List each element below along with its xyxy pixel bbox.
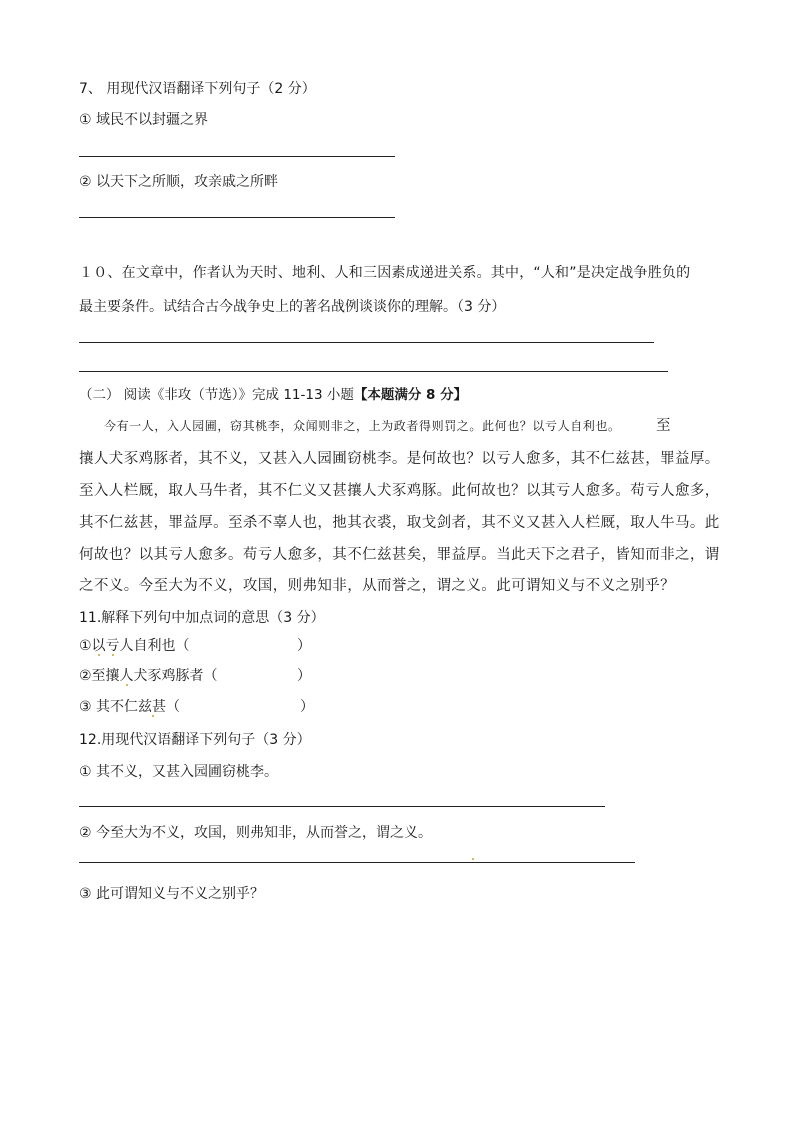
passage-line-1: 今有一人，入人园圃，窃其桃李，众闻则非之，上为政者得则罚之。此何也？以亏人自利也。 [104, 419, 621, 433]
q7-title: 7、 用现代汉语翻译下列句子（2 分） [79, 81, 316, 97]
q12-answer-line-2[interactable] [79, 862, 635, 863]
emphasis-dot [152, 715, 154, 717]
q7-answer-line-1[interactable] [79, 156, 395, 157]
section2-heading [79, 385, 467, 405]
q11-item-2-close: ） [297, 668, 311, 684]
emphasis-dot [112, 654, 114, 656]
q10-answer-line-1[interactable] [79, 342, 654, 343]
q11-item-2: ②至攘人犬豕鸡豚者（ [79, 668, 218, 684]
passage-line-4: 其不仁兹甚，罪益厚。至杀不辜人也，扡其衣裘，取戈剑者，其不义又甚入人栏厩，取人牛马。此 [79, 515, 720, 531]
passage-line-6: 之不义。今至大为不义，攻国，则弗知非，从而誉之，谓之义。此可谓知义与不义之别乎？ [79, 578, 675, 594]
passage-line-2: 攘人犬豕鸡豚者，其不义，又甚入人园圃窃桃李。是何故也？以亏人愈多，其不仁兹甚，罪益厚。 [79, 451, 720, 467]
q11-item-3: ③ 其不仁兹甚（ [79, 699, 181, 715]
section2-heading-text: （二） 阅读《非攻（节选）》完成 11-13 小题 [79, 387, 354, 403]
q10-line-1: １０、在文章中，作者认为天时、地利、人和三因素成递进关系。其中，“人和”是决定战争胜负的 [79, 265, 691, 281]
q11-item-1: ①以亏人自利也（ [79, 638, 190, 654]
q7-answer-line-2[interactable] [79, 217, 395, 218]
q11-item-1-close: ） [297, 638, 311, 654]
stray-dot [472, 858, 474, 860]
q12-answer-line-1[interactable] [79, 806, 605, 807]
q10-answer-line-2[interactable] [79, 371, 668, 372]
q12-title: 12.用现代汉语翻译下列句子（3 分） [79, 732, 311, 748]
q7-item-1: ① 域民不以封疆之界 [79, 112, 209, 128]
passage-line-1-tail: 至 [656, 418, 671, 434]
q11-title: 11.解释下列句中加点词的意思（3 分） [79, 610, 325, 626]
passage-line-5: 何故也？以其亏人愈多。苟亏人愈多，其不仁兹甚矣，罪益厚。当此天下之君子，皆知而非之，谓 [79, 547, 720, 563]
emphasis-dot [126, 684, 128, 686]
q12-item-1: ① 其不义，又甚入园圃窃桃李。 [79, 764, 279, 780]
passage-line-3: 至入人栏厩，取人马牛者，其不仁义又甚攘人犬豕鸡豚。此何故也？以其亏人愈多。苟亏人愈多， [79, 483, 720, 499]
q7-item-2: ② 以天下之所顺，攻亲戚之所畔 [79, 174, 279, 190]
q10-line-2: 最主要条件。试结合古今战争史上的著名战例谈谈你的理解。（3 分） [79, 299, 506, 315]
emphasis-dot [98, 654, 100, 656]
section2-score: 【本题满分 8 分】 [353, 387, 468, 403]
q11-item-3-close: ） [300, 699, 314, 715]
q12-item-2: ② 今至大为不义，攻国，则弗知非，从而誉之，谓之义。 [79, 825, 432, 841]
q12-item-3: ③ 此可谓知义与不义之别乎？ [79, 886, 265, 902]
